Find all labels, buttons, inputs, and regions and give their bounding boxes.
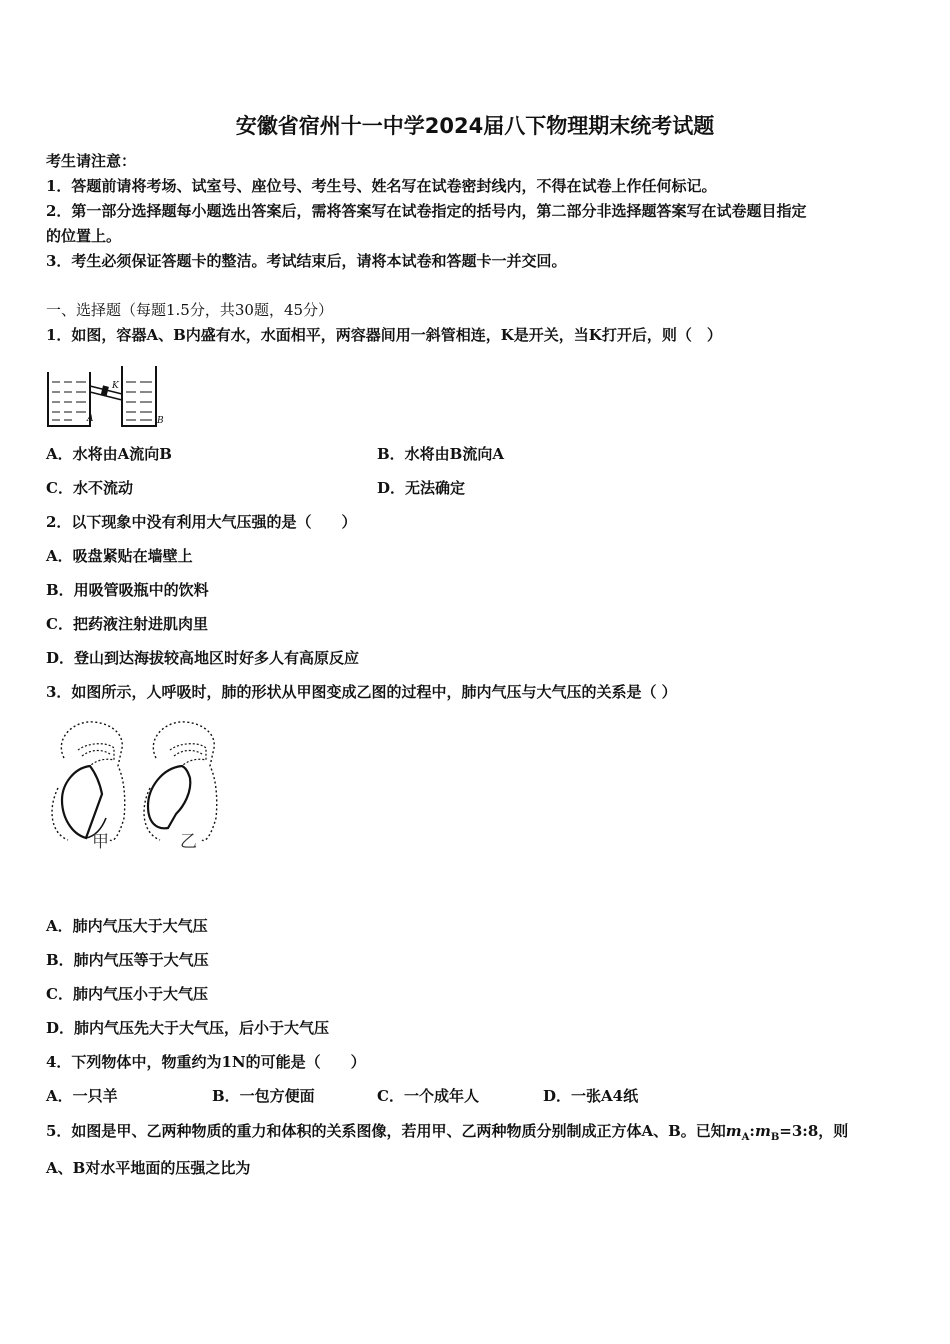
q1-option-b: B．水将由B流向A [377,445,504,463]
q3-option-a: A．肺内气压大于大气压 [46,917,208,935]
q5-colon: : [749,1122,755,1140]
q1-option-c: C．水不流动 [46,479,133,497]
q5-mb-sub: B [770,1132,780,1143]
q1-fig-label-k: K [112,381,119,391]
q1-option-a: A．水将由A流向B [46,445,172,463]
q5-stem-cont: A、B对水平地面的压强之比为 [46,1159,251,1177]
q3-fig-label-yi: 乙 [180,832,197,852]
q5-ma-sub: A [741,1132,750,1143]
q5-ma: m [725,1122,742,1140]
q3-fig-label-jia: 甲 [92,832,109,852]
q3-stem: 3．如图所示，人呼吸时，肺的形状从甲图变成乙图的过程中，肺内气压与大气压的关系是（ ） [46,683,677,701]
q3-option-d: D．肺内气压先大于大气压，后小于大气压 [46,1019,330,1037]
q1-option-d: D．无法确定 [377,479,466,497]
page-title: 安徽省宿州十一中学2024届八下物理期末统考试题 [235,114,715,138]
notice-item-1: 1．答题前请将考场、试室号、座位号、考生号、姓名写在试卷密封线内，不得在试卷上作任何标记。 [46,177,717,195]
q1-container-figure [44,362,174,432]
notice-item-2: 2．第一部分选择题每小题选出答案后，需将答案写在试卷指定的括号内，第二部分非选择题答案写在试卷题目指定 [46,202,807,220]
q1-fig-label-b: B [157,416,164,426]
q2-option-b: B．用吸管吸瓶中的饮料 [46,581,209,599]
q5-stem-text: 5．如图是甲、乙两种物质的重力和体积的关系图像，若用甲、乙两种物质分别制成正方体A、B。已知 [46,1122,726,1140]
q2-option-c: C．把药液注射进肌肉里 [46,615,208,633]
q5-ratio: =3:8，则 [779,1122,849,1140]
q3-option-b: B．肺内气压等于大气压 [46,951,209,969]
q4-option-c: C．一个成年人 [377,1087,479,1105]
q2-option-a: A．吸盘紧贴在墙壁上 [46,547,193,565]
q3-option-c: C．肺内气压小于大气压 [46,985,208,1003]
q4-option-a: A．一只羊 [46,1087,118,1105]
q4-stem: 4．下列物体中，物重约为1N的可能是（ ） [46,1053,366,1071]
notice-item-3: 3．考生必须保证答题卡的整洁。考试结束后，请将本试卷和答题卡一并交回。 [46,252,567,270]
notice-heading: 考生请注意： [46,152,137,170]
q5-stem [46,1121,848,1148]
q3-lung-figure [44,718,234,858]
q2-stem: 2．以下现象中没有利用大气压强的是（ ） [46,513,357,531]
q4-option-b: B．一包方便面 [212,1087,315,1105]
q2-option-d: D．登山到达海拔较高地区时好多人有高原反应 [46,649,360,667]
section-heading: 一、选择题（每题1.5分，共30题，45分） [46,301,334,319]
q5-mb: m [754,1122,771,1140]
q1-fig-label-a: A [87,414,94,424]
q1-stem: 1．如图，容器A、B内盛有水，水面相平，两容器间用一斜管相连，K是开关，当K打开后，则（ ） [46,326,722,344]
q4-option-d: D．一张A4纸 [543,1087,639,1105]
notice-item-2-cont: 的位置上。 [46,227,122,245]
